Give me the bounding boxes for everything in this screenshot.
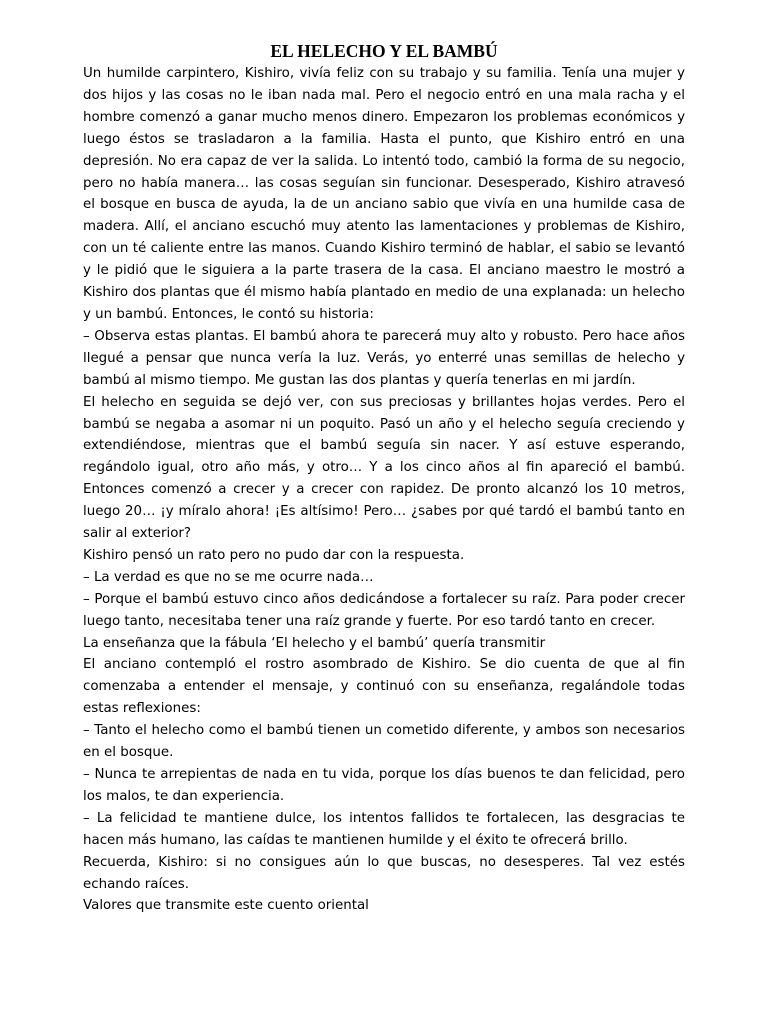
paragraph-remember: Recuerda, Kishiro: si no consigues aún lo que buscas, no desesperes. Tal vez estés echando raíces. [83, 854, 685, 892]
document-title: EL HELECHO Y EL BAMBÚ [270, 41, 498, 61]
paragraph-reflection-2: – Nunca te arrepientas de nada en tu vida, porque los días buenos te dan felicidad, pero los malos, te dan experiencia. [83, 767, 685, 804]
paragraph-reflection-1: – Tanto el helecho como el bambú tienen un cometido diferente, y ambos son necesarios en el bosque. [83, 723, 685, 761]
paragraph-intro: Un humilde carpintero, Kishiro, vivía feliz con su trabajo y su familia. Tenía una mujer y dos hijos y las cosas no le iban nada mal. Pero el negocio entró en una mala racha y el hombre comenzó a ganar mucho menos dinero. Empezaron los problemas económicos y luego éstos se trasladaron a la familia. Hasta el punto, que Kishiro entró en una depresión. No era capaz de ver la salida. Lo intentó todo, cambió la forma de su negocio, pero no había manera… las cosas seguían sin funcionar. Desesperado, Kishiro atravesó el bosque en busca de ayuda, la de un anciano sabio que vivía en una humilde casa de madera. Allí, el anciano escuchó muy atento las lamentaciones y problemas de Kishiro, con un té caliente entre las manos. Cuando Kishiro terminó de hablar, el sabio se levantó y le pidió que le siguiera a la parte trasera de la casa. El anciano maestro le mostró a Kishiro dos plantas que él mismo había plantado en medio de una explanada: un helecho y un bambú. Entonces, le contó su historia: [83, 66, 685, 322]
document-body [83, 63, 685, 917]
paragraph-fern-and-bamboo: El helecho en seguida se dejó ver, con sus preciosas y brillantes hojas verdes. Pero el bambú se negaba a asomar ni un poquito. Pasó un año y el helecho seguía creciendo y extendiéndose, mientras que el bambú seguía sin nacer. Y así estuve esperando, regándolo igual, otro año más, y otro… Y a los cinco años al fin apareció el bambú. Entonces comenzó a crecer y a crecer con rapidez. De pronto alcanzó los 10 metros, luego 20… ¡y míralo ahora! ¡Es altísimo! Pero… ¿sabes por qué tardó el bambú tanto en salir al exterior? [83, 394, 685, 542]
paragraph-lesson-heading: La enseñanza que la fábula ‘El helecho y el bambú’ quería transmitir [83, 635, 546, 651]
paragraph-no-answer: – La verdad es que no se me ocurre nada… [83, 569, 374, 585]
paragraph-elder-continues: El anciano contempló el rostro asombrado de Kishiro. Se dio cuenta de que al fin comenzaba a entender el mensaje, y continuó con su enseñanza, regalándole todas estas reflexiones: [83, 657, 685, 717]
paragraph-observe-plants: – Observa estas plantas. El bambú ahora te parecerá muy alto y robusto. Pero hace años llegué a pensar que nunca vería la luz. Verás, yo enterré unas semillas de helecho y bambú al mismo tiempo. Me gustan las dos plantas y quería tenerlas en mi jardín. [83, 328, 685, 388]
paragraph-root-explanation: – Porque el bambú estuvo cinco años dedicándose a fortalecer su raíz. Para poder crecer luego tanto, necesitaba tener una raíz grande y fuerte. Por eso tardó tanto en crecer. [83, 591, 685, 629]
paragraph-reflection-3: – La felicidad te mantiene dulce, los intentos fallidos te fortalecen, las desgracias te hacen más humano, las caídas te mantienen humilde y el éxito te ofrecerá brillo. [83, 810, 685, 848]
paragraph-kishiro-thinks: Kishiro pensó un rato pero no pudo dar con la respuesta. [83, 547, 465, 563]
paragraph-values-heading: Valores que transmite este cuento oriental [83, 898, 369, 914]
